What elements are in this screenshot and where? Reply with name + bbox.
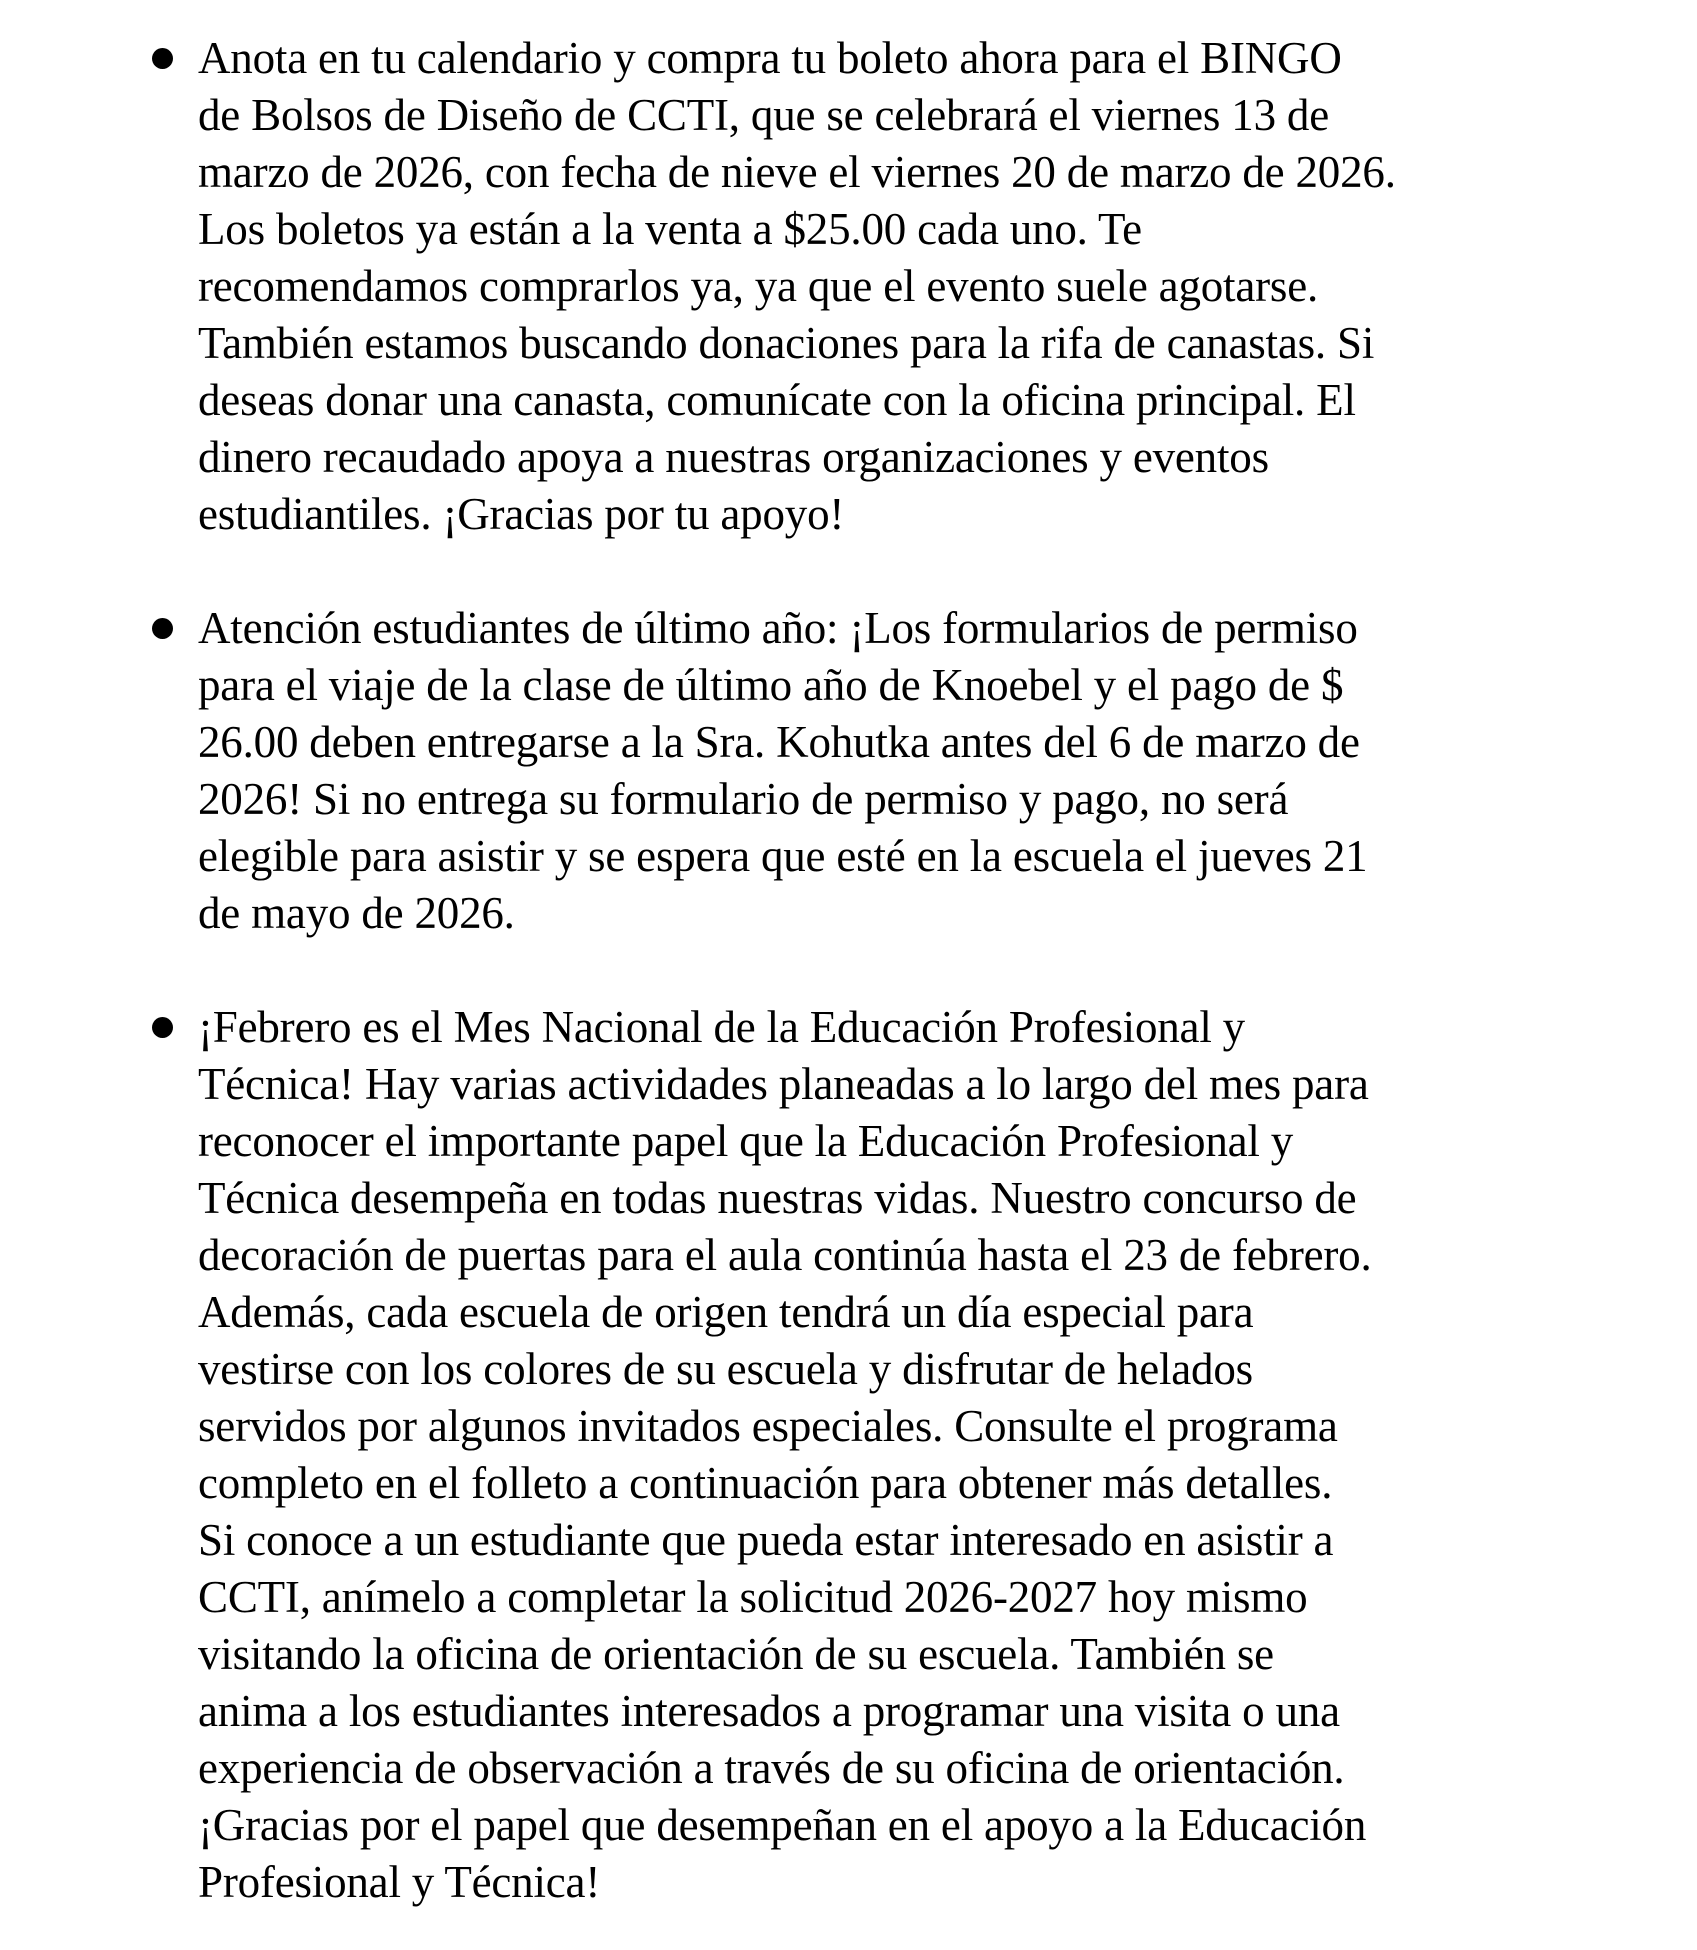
paragraph-bingo-announcement bbox=[198, 30, 1396, 543]
text-line: Técnica! Hay varias actividades planeadas a lo largo del mes para bbox=[198, 1059, 1369, 1109]
paragraph-cte-month-announcement bbox=[198, 999, 1372, 1911]
text-line: ¡Gracias por el papel que desempeñan en el apoyo a la Educación bbox=[198, 1800, 1367, 1850]
text-line: 2026! Si no entrega su formulario de permiso y pago, no será bbox=[198, 774, 1289, 824]
text-line: Los boletos ya están a la venta a $25.00 cada uno. Te bbox=[198, 204, 1142, 254]
text-line: Profesional y Técnica! bbox=[198, 1857, 601, 1907]
text-line: ¡Febrero es el Mes Nacional de la Educación Profesional y bbox=[198, 1002, 1245, 1052]
text-line: experiencia de observación a través de su oficina de orientación. bbox=[198, 1743, 1345, 1793]
text-line: de mayo de 2026. bbox=[198, 888, 515, 938]
text-line: 26.00 deben entregarse a la Sra. Kohutka antes del 6 de marzo de bbox=[198, 717, 1360, 767]
text-line: recomendamos comprarlos ya, ya que el evento suele agotarse. bbox=[198, 261, 1319, 311]
text-line: Atención estudiantes de último año: ¡Los formularios de permiso bbox=[198, 603, 1358, 653]
text-line: marzo de 2026, con fecha de nieve el viernes 20 de marzo de 2026. bbox=[198, 147, 1396, 197]
text-line: completo en el folleto a continuación para obtener más detalles. bbox=[198, 1458, 1333, 1508]
bullet-item-bingo-announcement bbox=[152, 30, 1697, 543]
text-line: visitando la oficina de orientación de su escuela. También se bbox=[198, 1629, 1274, 1679]
text-line: Técnica desempeña en todas nuestras vidas. Nuestro concurso de bbox=[198, 1173, 1357, 1223]
paragraph-senior-trip-announcement bbox=[198, 600, 1367, 942]
bullet-dot-icon bbox=[152, 48, 173, 69]
text-line: para el viaje de la clase de último año de Knoebel y el pago de $ bbox=[198, 660, 1344, 710]
text-line: También estamos buscando donaciones para la rifa de canastas. Si bbox=[198, 318, 1375, 368]
text-line: de Bolsos de Diseño de CCTI, que se celebrará el viernes 13 de bbox=[198, 90, 1329, 140]
text-line: decoración de puertas para el aula continúa hasta el 23 de febrero. bbox=[198, 1230, 1372, 1280]
text-line: Además, cada escuela de origen tendrá un día especial para bbox=[198, 1287, 1254, 1337]
bullet-item-cte-month-announcement bbox=[152, 999, 1697, 1911]
text-line: Anota en tu calendario y compra tu boleto ahora para el BINGO bbox=[198, 33, 1342, 83]
text-line: anima a los estudiantes interesados a programar una visita o una bbox=[198, 1686, 1340, 1736]
text-line: estudiantiles. ¡Gracias por tu apoyo! bbox=[198, 489, 845, 539]
text-line: vestirse con los colores de su escuela y disfrutar de helados bbox=[198, 1344, 1253, 1394]
text-line: Si conoce a un estudiante que pueda estar interesado en asistir a bbox=[198, 1515, 1334, 1565]
bullet-dot-icon bbox=[152, 618, 173, 639]
text-line: reconocer el importante papel que la Educación Profesional y bbox=[198, 1116, 1294, 1166]
text-line: elegible para asistir y se espera que esté en la escuela el jueves 21 bbox=[198, 831, 1368, 881]
text-line: servidos por algunos invitados especiales. Consulte el programa bbox=[198, 1401, 1338, 1451]
text-line: CCTI, anímelo a completar la solicitud 2026-2027 hoy mismo bbox=[198, 1572, 1308, 1622]
text-line: deseas donar una canasta, comunícate con la oficina principal. El bbox=[198, 375, 1356, 425]
text-line: dinero recaudado apoya a nuestras organizaciones y eventos bbox=[198, 432, 1269, 482]
bullet-dot-icon bbox=[152, 1017, 173, 1038]
bullet-item-senior-trip-announcement bbox=[152, 600, 1697, 942]
